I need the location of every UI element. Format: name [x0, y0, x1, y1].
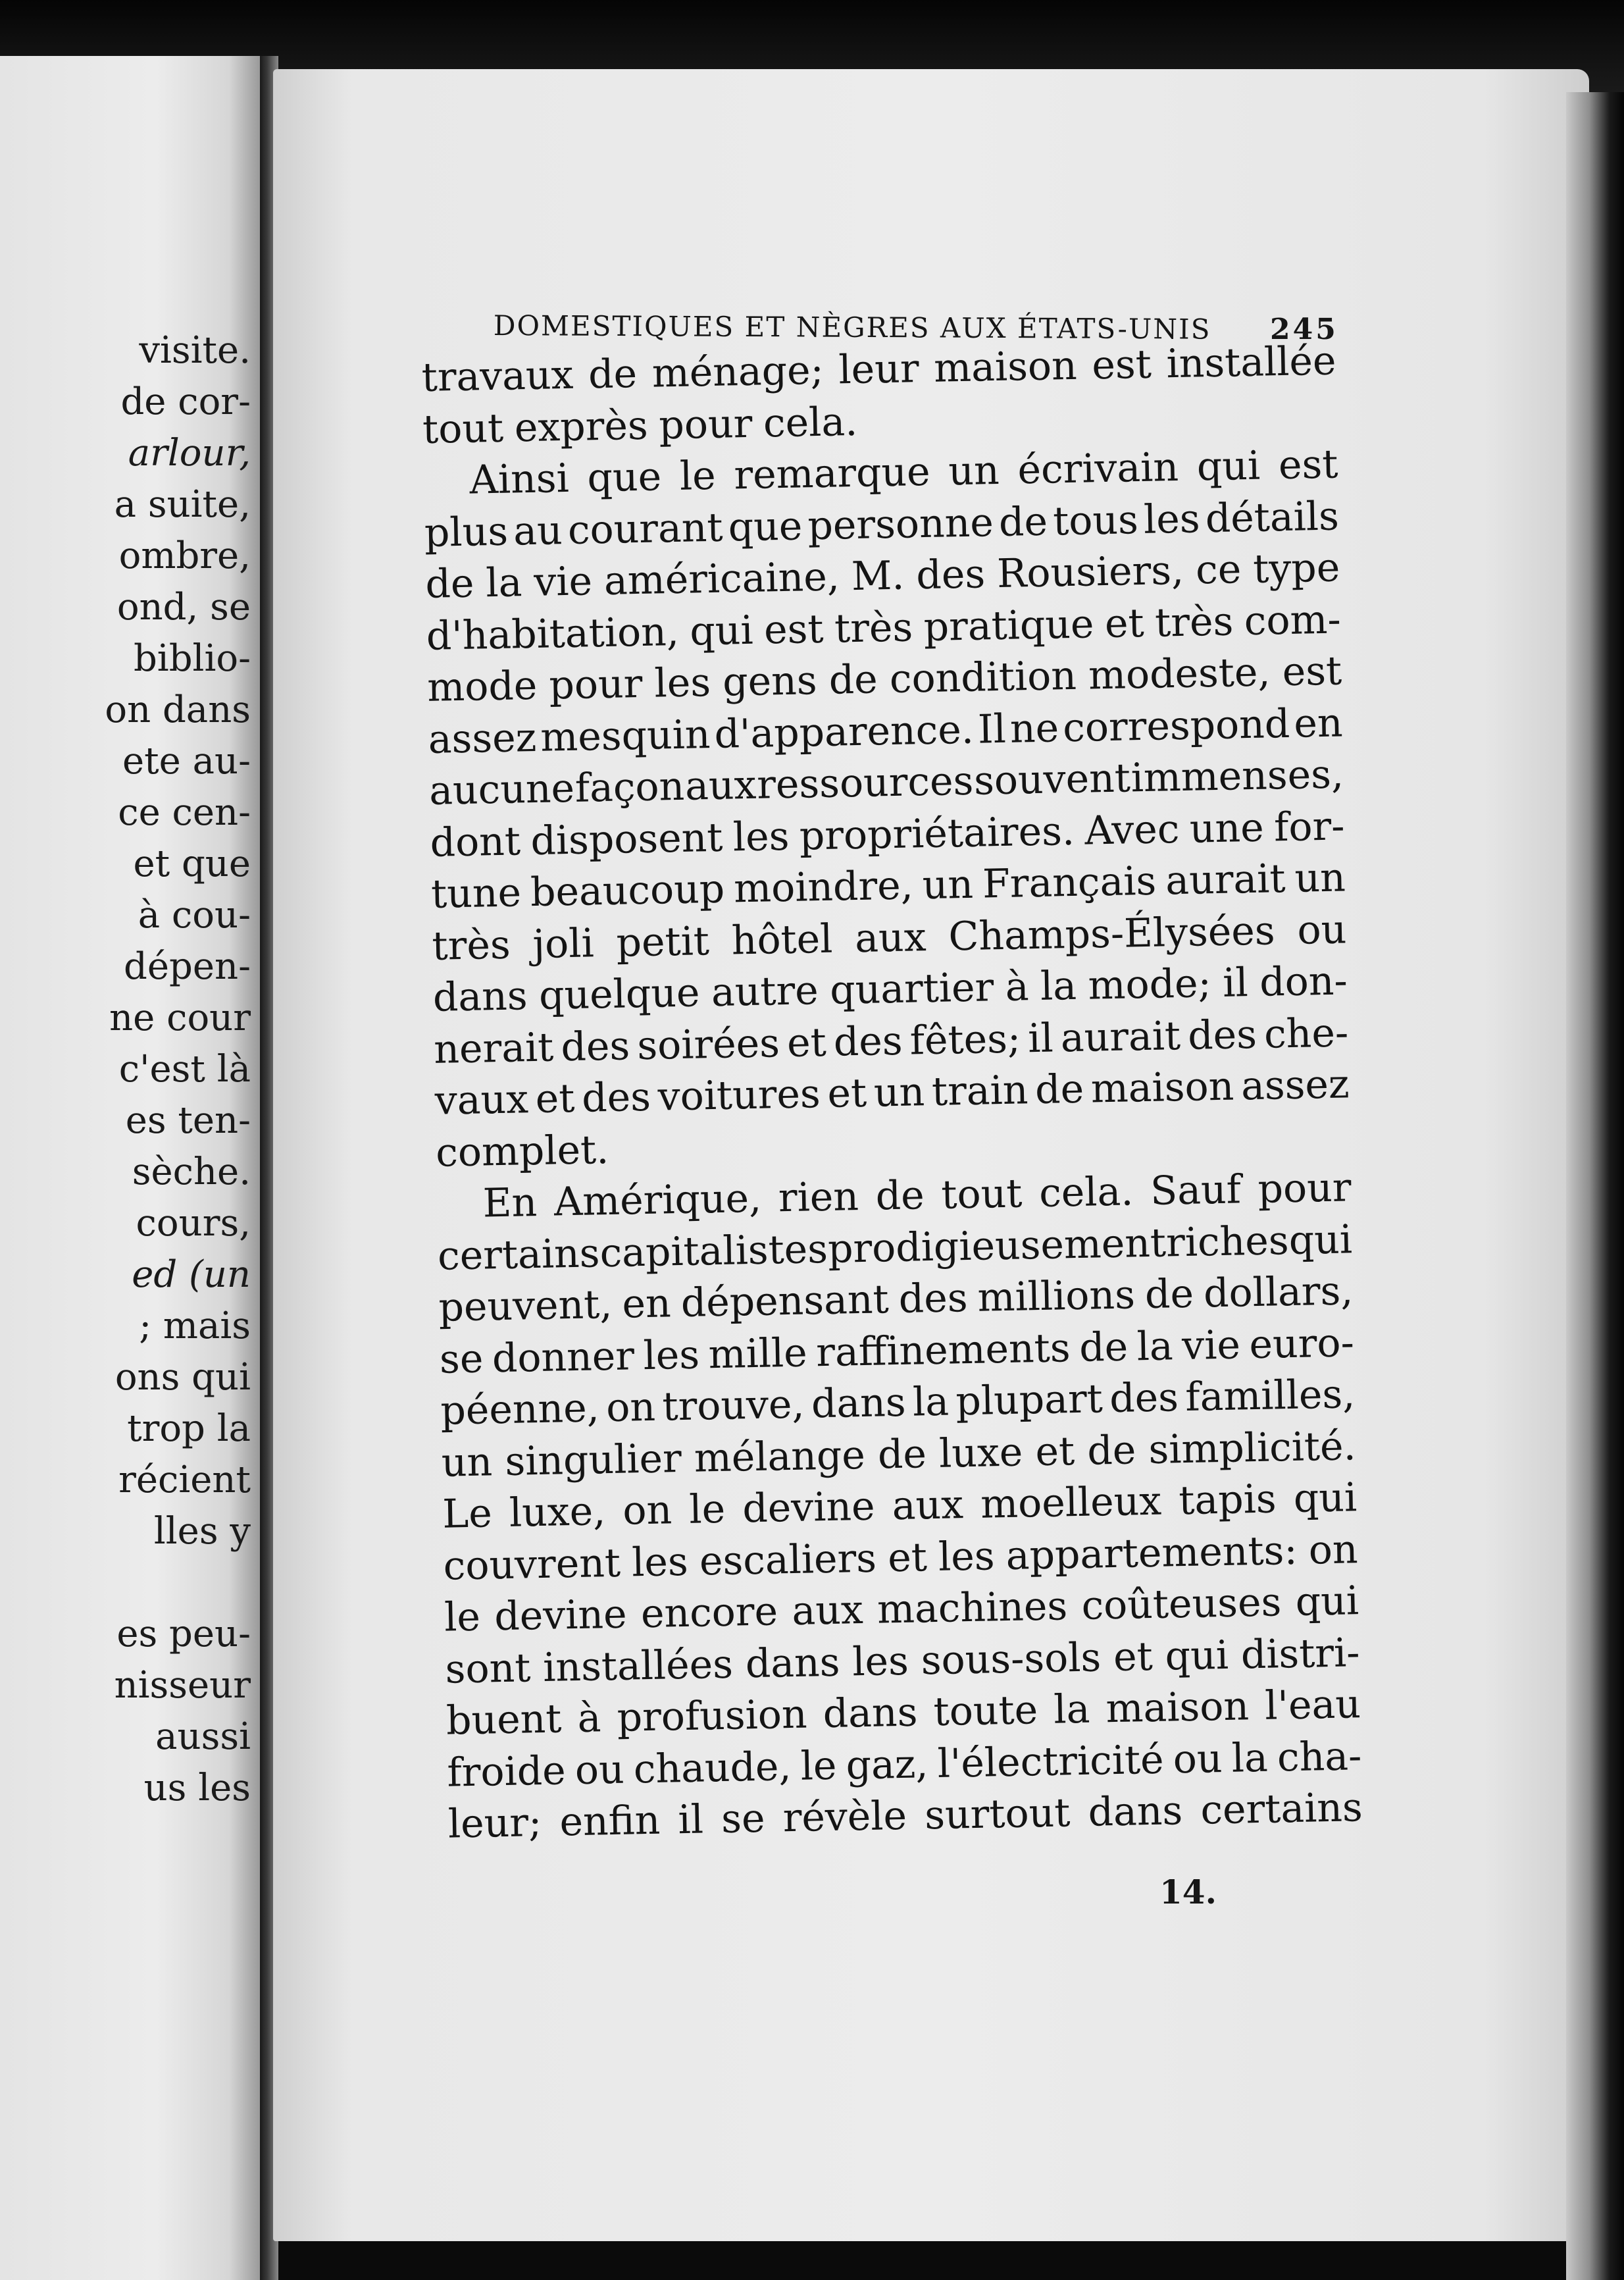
word: nerait	[433, 1023, 554, 1073]
word: dont	[430, 817, 521, 866]
word: les	[732, 813, 790, 860]
word: Il	[977, 706, 1007, 753]
word: luxe	[938, 1429, 1023, 1477]
word: familles,	[1184, 1371, 1356, 1420]
word: des	[833, 1018, 903, 1066]
word: les	[851, 1638, 909, 1685]
word: immenses,	[1130, 751, 1344, 802]
word: et	[535, 1075, 576, 1122]
word: aux	[684, 762, 757, 810]
word: profusion	[617, 1691, 808, 1741]
word: distri-	[1240, 1629, 1361, 1678]
word: un	[441, 1438, 493, 1486]
word: dollars,	[1203, 1268, 1354, 1317]
word: est	[1278, 441, 1338, 489]
word: tapis	[1178, 1476, 1277, 1524]
word: de	[877, 1430, 927, 1478]
word: qui	[1165, 1632, 1229, 1680]
word: ménage;	[651, 347, 825, 397]
word: les	[642, 1332, 700, 1379]
word: En	[482, 1179, 538, 1227]
word: Sauf	[1150, 1166, 1242, 1214]
word: d'habitation,	[426, 608, 680, 660]
word: pratique	[923, 600, 1095, 650]
word: courant	[567, 504, 724, 554]
word: dans	[432, 973, 528, 1021]
signature-mark: 14.	[1159, 1873, 1217, 1911]
word: Ainsi	[469, 455, 570, 504]
word: qui	[1288, 1216, 1353, 1264]
word: des	[898, 1275, 969, 1322]
word: tout	[940, 1170, 1023, 1218]
word: et	[887, 1534, 928, 1581]
word: moelleux	[980, 1478, 1162, 1528]
word: les	[653, 660, 711, 707]
word: dans	[1087, 1788, 1183, 1836]
word: on	[1308, 1526, 1359, 1574]
word: que	[586, 453, 662, 502]
running-head: DOMESTIQUES ET NÈGRES AUX ÉTATS-UNIS	[493, 309, 1211, 346]
word: appartements:	[1005, 1527, 1298, 1579]
word: mesquin	[540, 711, 711, 761]
word: un	[948, 447, 1000, 495]
word: souvent	[973, 755, 1131, 804]
word: couvrent	[443, 1540, 621, 1590]
word: leur	[838, 346, 920, 394]
left-line: visite.	[139, 329, 251, 372]
word: aux	[892, 1482, 964, 1530]
word: qui	[1295, 1578, 1359, 1625]
left-line: es peu-	[116, 1613, 251, 1655]
word: cela.	[763, 398, 858, 446]
word: fêtes;	[909, 1015, 1021, 1064]
word: péenne,	[440, 1385, 600, 1434]
word: raffinements	[815, 1324, 1071, 1376]
word: cela.	[1038, 1168, 1134, 1216]
left-line: dépen-	[124, 945, 251, 988]
left-line: a suite,	[114, 483, 251, 526]
word: pour	[548, 660, 643, 709]
word: riches	[1165, 1217, 1290, 1266]
word: voitures	[657, 1071, 821, 1120]
word: de	[828, 656, 878, 704]
word: vaux	[434, 1076, 529, 1124]
word: dépensant	[680, 1276, 890, 1327]
word: en	[621, 1280, 672, 1328]
left-line: ce cen-	[118, 791, 251, 834]
word: train	[931, 1067, 1028, 1115]
word: aux	[791, 1587, 864, 1634]
word: est	[763, 606, 825, 654]
word: mélange	[694, 1432, 866, 1482]
word: soirées	[636, 1020, 780, 1069]
word: pour	[658, 400, 753, 448]
left-line: ne cour	[109, 997, 251, 1039]
word: de	[1086, 1426, 1136, 1474]
left-line: de cor-	[120, 380, 251, 423]
word: que	[728, 502, 803, 550]
word: devine	[742, 1483, 876, 1532]
word: coûteuses	[1080, 1579, 1282, 1629]
word: tune	[430, 869, 522, 918]
word: Champs-Élysées	[948, 907, 1276, 960]
left-line: récient	[118, 1459, 251, 1501]
word: trouve,	[661, 1381, 805, 1430]
word: propriétaires.	[799, 808, 1075, 860]
left-line: ; mais	[139, 1305, 251, 1347]
word: travaux	[421, 351, 574, 401]
word: très	[431, 921, 511, 970]
word: hôtel	[731, 916, 833, 964]
word: vie	[533, 558, 593, 606]
word: l'électricité	[937, 1736, 1165, 1787]
word: à	[577, 1695, 602, 1742]
word: M.	[851, 552, 905, 600]
word: et	[826, 1070, 867, 1117]
word: de	[424, 560, 475, 608]
word: aux	[854, 914, 927, 962]
word: ne	[1009, 704, 1059, 752]
left-line: ete au-	[122, 740, 251, 783]
word: de	[1144, 1270, 1194, 1318]
word: ou	[574, 1746, 625, 1794]
word: sont	[445, 1644, 531, 1693]
word: type	[1252, 544, 1340, 592]
word: euro-	[1248, 1319, 1355, 1368]
word: la	[485, 559, 523, 607]
left-line: à cou-	[138, 894, 251, 937]
word: for-	[1273, 802, 1346, 850]
word: se	[721, 1795, 766, 1843]
word: devine	[494, 1591, 628, 1640]
word: les	[938, 1532, 996, 1580]
word: prodigieusement	[827, 1219, 1167, 1272]
word: froide	[446, 1747, 567, 1796]
left-line: et que	[133, 842, 251, 885]
word: les	[631, 1538, 689, 1586]
left-line: ed (un	[132, 1253, 251, 1296]
word: disposent	[530, 814, 724, 864]
word: maison	[933, 342, 1078, 392]
word: gaz,	[845, 1740, 929, 1789]
left-line: sèche.	[132, 1151, 251, 1193]
word: moindre,	[733, 862, 914, 912]
word: quartier	[829, 964, 994, 1014]
word: des	[915, 551, 986, 599]
word: vie	[1181, 1321, 1241, 1369]
word: encore	[640, 1588, 778, 1638]
word: Rousiers,	[996, 547, 1184, 598]
word: de	[588, 350, 638, 398]
word: dans	[811, 1379, 907, 1428]
word: en	[1293, 699, 1344, 747]
word: les	[1143, 495, 1201, 543]
word: de	[1078, 1324, 1129, 1371]
word: certains	[1200, 1784, 1363, 1834]
word: enfin	[559, 1797, 661, 1846]
word: personne	[807, 499, 994, 549]
word: il	[1222, 960, 1249, 1006]
word: maison	[1105, 1683, 1250, 1732]
word: installées	[542, 1641, 734, 1691]
left-line: lles y	[153, 1510, 251, 1553]
word: installée	[1165, 338, 1337, 388]
word: dans	[745, 1639, 841, 1687]
word: à	[1005, 964, 1030, 1010]
word: la	[1053, 1686, 1090, 1733]
word: et	[1034, 1428, 1075, 1475]
word: mode	[426, 662, 538, 711]
word: millions	[977, 1272, 1136, 1321]
word: ou	[1173, 1735, 1223, 1782]
word: assez	[1240, 1061, 1350, 1110]
word: écrivain	[1017, 444, 1179, 494]
word: dans	[823, 1689, 919, 1738]
page-edge	[1566, 92, 1624, 2280]
word: se	[439, 1335, 484, 1383]
word: com-	[1244, 596, 1342, 644]
word: on	[622, 1487, 672, 1534]
word: Avec	[1084, 806, 1180, 854]
word: don-	[1259, 958, 1348, 1006]
word: escaliers	[699, 1535, 877, 1585]
word: qui	[1293, 1474, 1358, 1522]
left-line: ombre,	[118, 534, 251, 577]
word: remarque	[733, 448, 931, 499]
word: ou	[1296, 906, 1347, 954]
word: il	[1027, 1015, 1054, 1062]
word: machines	[876, 1583, 1068, 1633]
word: sous-sols	[921, 1634, 1102, 1684]
word: gens	[722, 658, 818, 706]
word: le	[688, 1486, 726, 1533]
word: peuvent,	[438, 1281, 613, 1331]
word: leur;	[447, 1800, 542, 1848]
word: des	[560, 1022, 630, 1070]
word: et	[1104, 600, 1145, 647]
word: plus	[424, 508, 509, 556]
word: qui	[1196, 442, 1261, 490]
word: Amérique,	[553, 1175, 762, 1226]
word: de	[1034, 1066, 1084, 1114]
word: et	[1113, 1633, 1154, 1680]
word: certains	[437, 1230, 601, 1280]
word: la	[1136, 1322, 1174, 1370]
word: rien	[778, 1174, 859, 1222]
word: qui	[689, 607, 754, 655]
word: au	[513, 507, 563, 554]
word: et	[786, 1019, 827, 1066]
word: révèle	[782, 1792, 907, 1842]
left-line: on dans	[105, 688, 251, 731]
word: condition	[889, 652, 1077, 703]
word: des	[1187, 1011, 1257, 1059]
left-line: trop la	[127, 1407, 251, 1450]
word: petit	[615, 918, 710, 966]
word: mode;	[1087, 960, 1212, 1009]
word: il	[677, 1796, 704, 1844]
word: luxe,	[509, 1488, 606, 1536]
left-line: es ten-	[125, 1099, 251, 1142]
left-line: nisseur	[114, 1664, 251, 1707]
body-text	[421, 336, 1363, 1851]
word: de	[875, 1172, 925, 1220]
word: assez	[428, 714, 537, 763]
word: un	[873, 1069, 925, 1116]
word: le	[444, 1593, 481, 1641]
word: très	[834, 604, 913, 652]
word: modeste,	[1088, 649, 1271, 699]
left-page	[0, 56, 260, 2280]
word: tout	[422, 405, 504, 453]
word: capitalistes	[599, 1226, 828, 1276]
left-line: ons qui	[114, 1356, 251, 1399]
word: l'eau	[1264, 1681, 1361, 1729]
word: complet.	[435, 1126, 609, 1176]
word: toute	[933, 1687, 1038, 1736]
left-line: ond, se	[116, 586, 251, 629]
word: correspond	[1062, 700, 1290, 751]
word: pour	[1257, 1164, 1352, 1212]
word: buent	[445, 1696, 563, 1744]
word: Français	[982, 858, 1157, 908]
word: Le	[442, 1490, 493, 1538]
word: maison	[1090, 1063, 1234, 1112]
word: simplicité.	[1148, 1422, 1357, 1473]
left-line: arlour,	[128, 432, 251, 475]
word: d'apparence.	[713, 706, 975, 758]
word: on	[605, 1384, 656, 1432]
word: plupart	[955, 1376, 1104, 1425]
word: autre	[711, 968, 819, 1016]
word: ressources	[756, 758, 974, 808]
word: ce	[1195, 546, 1242, 594]
word: détails	[1205, 492, 1340, 542]
word: un	[922, 861, 974, 909]
word: de	[998, 498, 1048, 546]
word: aurait	[1165, 856, 1286, 904]
left-line: biblio-	[133, 637, 251, 680]
word: façon	[574, 763, 685, 812]
word: aucune	[428, 765, 575, 814]
word: donner	[492, 1332, 635, 1382]
word: un	[1294, 854, 1346, 902]
word: exprès	[514, 402, 649, 451]
left-line: c'est là	[118, 1048, 251, 1091]
word: la	[912, 1378, 950, 1426]
word: une	[1189, 804, 1265, 852]
word: mille	[708, 1330, 808, 1378]
word: che-	[1263, 1009, 1349, 1058]
word: le	[800, 1742, 838, 1790]
word: aurait	[1060, 1012, 1181, 1061]
word: chaude,	[633, 1743, 792, 1792]
word: la	[1040, 962, 1077, 1010]
word: le	[679, 452, 717, 500]
word: joli	[532, 920, 595, 968]
left-line: aussi	[155, 1715, 251, 1758]
word: tous	[1052, 496, 1139, 544]
word: des	[581, 1074, 651, 1122]
word: très	[1154, 598, 1234, 646]
word: quelque	[538, 970, 701, 1019]
word: est	[1282, 648, 1342, 696]
word: la	[1231, 1734, 1269, 1782]
word: singulier	[504, 1435, 682, 1485]
word: surtout	[924, 1790, 1071, 1839]
word: des	[1109, 1374, 1179, 1422]
left-line: us les	[143, 1767, 251, 1809]
word: américaine,	[603, 554, 840, 604]
left-line: cours,	[136, 1202, 251, 1245]
word: est	[1091, 341, 1152, 389]
page-number: 245	[1270, 313, 1338, 346]
word: beaucoup	[530, 866, 725, 916]
word: cha-	[1277, 1732, 1362, 1781]
